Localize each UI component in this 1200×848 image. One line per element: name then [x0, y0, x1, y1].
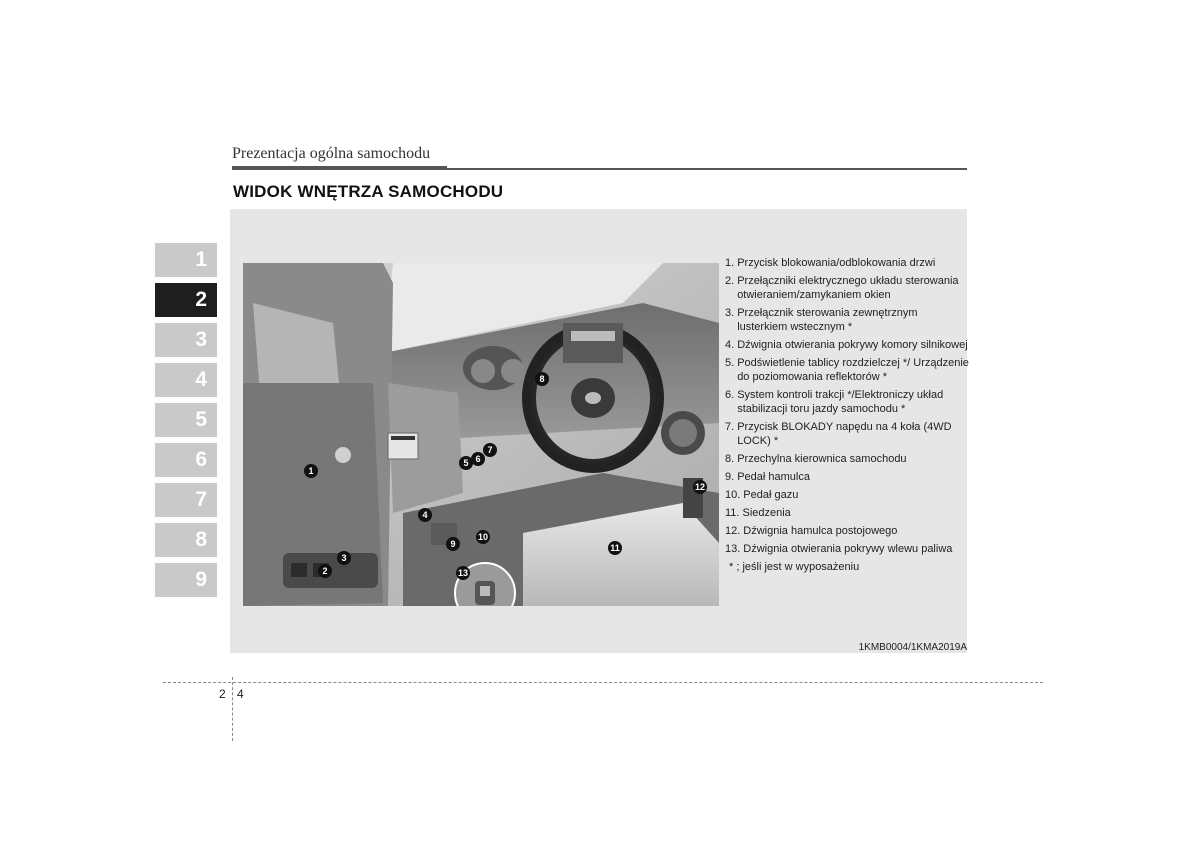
svg-text:11: 11 [610, 543, 620, 553]
legend-item [725, 388, 970, 416]
legend-num: 8. [725, 453, 735, 465]
header-rule-thin [447, 168, 967, 170]
legend-item [725, 452, 970, 466]
svg-text:12: 12 [694, 482, 706, 492]
svg-text:2: 2 [322, 566, 328, 576]
legend-item [725, 420, 970, 448]
chapter-tabs [155, 243, 217, 603]
chapter-tab-7[interactable]: 7 [155, 483, 217, 517]
callout-5 [459, 456, 473, 470]
legend-note: * ; jeśli jest w wyposażeniu [729, 561, 860, 573]
legend-text: Dźwignia otwierania pokrywy komory silnikowej [737, 339, 968, 351]
chapter-tab-5[interactable]: 5 [155, 403, 217, 437]
figure-code: 1KMB0004/1KMA2019A [858, 642, 967, 653]
svg-text:6: 6 [475, 454, 481, 464]
svg-text:4: 4 [422, 510, 428, 520]
page-chapter-number: 2 [219, 687, 226, 701]
header-title: Prezentacja ogólna samochodu [232, 145, 431, 162]
svg-text:7: 7 [487, 445, 493, 455]
footer-divider [163, 682, 1043, 683]
chapter-tab-3[interactable]: 3 [155, 323, 217, 357]
legend-num: 9. [725, 471, 735, 483]
callout-13 [456, 566, 470, 580]
legend-num: 12. [725, 525, 741, 537]
callout-4 [418, 508, 432, 522]
chapter-tab-9[interactable]: 9 [155, 563, 217, 597]
chapter-tab-1[interactable]: 1 [155, 243, 217, 277]
legend-num: 7. [725, 421, 735, 433]
callout-10 [476, 530, 490, 544]
svg-text:3: 3 [341, 553, 347, 563]
legend-item [725, 506, 970, 520]
svg-text:9: 9 [450, 539, 456, 549]
svg-text:10: 10 [477, 532, 489, 542]
car-interior-photo [243, 263, 719, 606]
legend-item [725, 306, 970, 334]
legend-item [725, 542, 970, 556]
legend-item [725, 256, 970, 270]
legend-num: 5. [725, 357, 735, 369]
legend-item [725, 274, 970, 302]
chapter-tab-6[interactable]: 6 [155, 443, 217, 477]
svg-text:13: 13 [457, 568, 469, 578]
legend-item [725, 470, 970, 484]
legend-item [725, 488, 970, 502]
legend-num: 10. [725, 489, 741, 501]
svg-text:1: 1 [308, 466, 314, 476]
legend-text: Dźwignia hamulca postojowego [743, 525, 898, 537]
legend-text: Przycisk blokowania/odblokowania drzwi [737, 257, 936, 269]
legend-text: Pedał gazu [743, 489, 799, 501]
chapter-tab-8[interactable]: 8 [155, 523, 217, 557]
legend-item [725, 356, 970, 384]
legend-num: 11. [725, 507, 740, 519]
callout-2 [318, 564, 332, 578]
legend-num: 4. [725, 339, 735, 351]
callout-12 [693, 480, 707, 494]
legend [725, 256, 970, 574]
section-title: WIDOK WNĘTRZA SAMOCHODU [233, 182, 504, 201]
callout-1 [304, 464, 318, 478]
legend-num: 6. [725, 389, 735, 401]
header-rule-thick [232, 166, 447, 170]
legend-text: Dźwignia otwierania pokrywy wlewu paliwa [743, 543, 953, 555]
callout-8 [535, 372, 549, 386]
legend-item [725, 524, 970, 538]
callout-6 [471, 452, 485, 466]
legend-item [725, 338, 970, 352]
legend-num: 2. [725, 275, 735, 287]
chapter-tab-4[interactable]: 4 [155, 363, 217, 397]
legend-num: 3. [725, 307, 735, 319]
footer-vertical-divider [232, 677, 233, 741]
legend-num: 13. [725, 543, 741, 555]
legend-text: Przycisk BLOKADY napędu na 4 koła (4WD LOCK) * [737, 421, 952, 447]
legend-text: Siedzenia [742, 507, 791, 519]
callout-11 [608, 541, 622, 555]
chapter-tab-2[interactable]: 2 [155, 283, 217, 317]
legend-text: System kontroli trakcji */Elektroniczy układ stabilizacji toru jazdy samochodu * [737, 389, 944, 415]
legend-text: Przełącznik sterowania zewnętrznym lusterkiem wstecznym * [737, 307, 918, 333]
legend-text: Podświetlenie tablicy rozdzielczej */ Urządzenie do poziomowania reflektorów * [737, 357, 969, 383]
svg-text:8: 8 [539, 374, 545, 384]
callout-7 [483, 443, 497, 457]
legend-text: Pedał hamulca [737, 471, 810, 483]
running-header [232, 145, 967, 171]
callout-3 [337, 551, 351, 565]
legend-text: Przechylna kierownica samochodu [737, 453, 907, 465]
legend-num: 1. [725, 257, 735, 269]
legend-text: Przełączniki elektrycznego układu sterowania otwieraniem/zamykaniem okien [737, 275, 959, 301]
svg-text:5: 5 [463, 458, 469, 468]
page-number: 4 [237, 687, 244, 701]
callout-9 [446, 537, 460, 551]
